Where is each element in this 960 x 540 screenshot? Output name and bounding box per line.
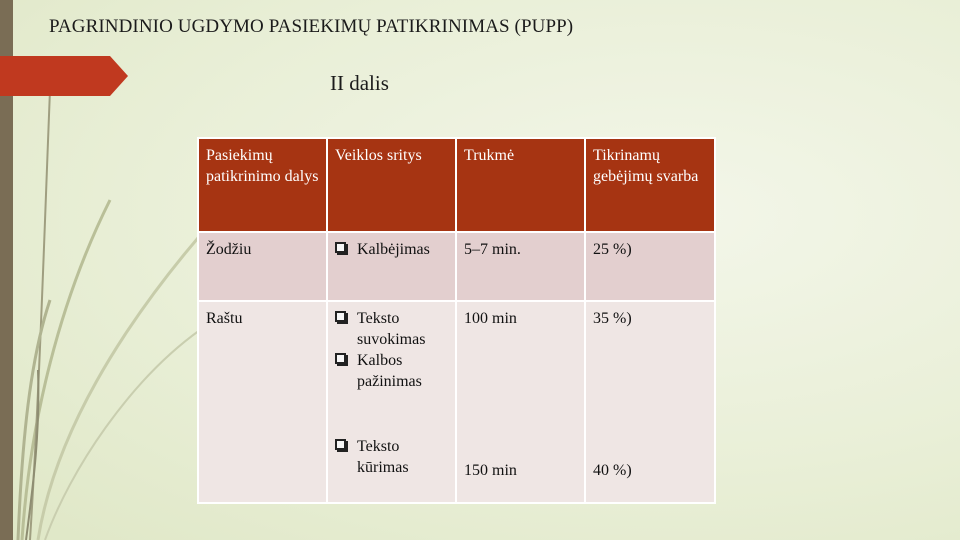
cell-duration: 5–7 min. bbox=[456, 232, 585, 301]
list-item: Kalbėjimas bbox=[335, 239, 449, 260]
header-weight: Tikrinamų gebėjimų svarba bbox=[585, 138, 715, 232]
slide-title: PAGRINDINIO UGDYMO PASIEKIMŲ PATIKRINIMAS (PUPP) bbox=[49, 16, 574, 37]
checkbox-bullet-icon bbox=[335, 439, 346, 450]
table-header-row bbox=[198, 138, 715, 232]
table-row bbox=[198, 232, 715, 301]
checkbox-bullet-icon bbox=[335, 242, 346, 253]
cell-activities bbox=[327, 301, 456, 503]
weight-2: 40 %) bbox=[593, 462, 632, 479]
duration-1: 100 min bbox=[464, 310, 517, 327]
cell-weight bbox=[585, 301, 715, 503]
header-parts: Pasiekimų patikrinimo dalys bbox=[198, 138, 327, 232]
cell-activities bbox=[327, 232, 456, 301]
accent-tab-shape bbox=[0, 56, 128, 96]
pupp-table bbox=[197, 137, 716, 504]
checkbox-bullet-icon bbox=[335, 311, 346, 322]
checkbox-bullet-icon bbox=[335, 353, 346, 364]
slide-subtitle: II dalis bbox=[330, 71, 389, 95]
table-row bbox=[198, 301, 715, 503]
header-activities: Veiklos sritys bbox=[327, 138, 456, 232]
cell-part: Žodžiu bbox=[198, 232, 327, 301]
cell-part: Raštu bbox=[198, 301, 327, 503]
list-item: Kalbos pažinimas bbox=[335, 350, 449, 392]
duration-2: 150 min bbox=[464, 462, 517, 479]
cell-weight: 25 %) bbox=[585, 232, 715, 301]
header-duration: Trukmė bbox=[456, 138, 585, 232]
list-item: Teksto suvokimas bbox=[335, 308, 449, 350]
list-item: Teksto kūrimas bbox=[335, 436, 449, 478]
weight-1: 35 %) bbox=[593, 310, 632, 327]
cell-duration bbox=[456, 301, 585, 503]
